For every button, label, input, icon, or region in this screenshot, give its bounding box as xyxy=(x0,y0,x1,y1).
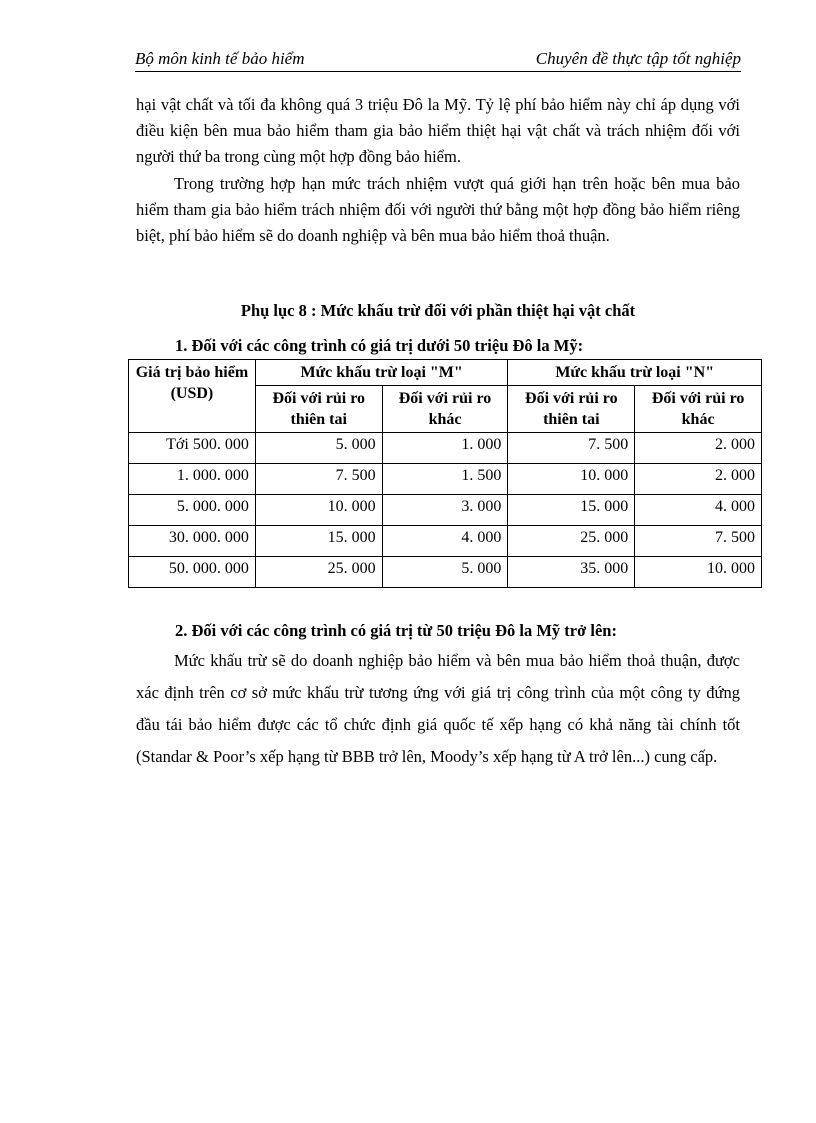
col-insured-value-header: Giá trị bảo hiểm (USD) xyxy=(129,360,256,433)
cell-m-other: 1. 500 xyxy=(382,464,508,495)
cell-m-other: 4. 000 xyxy=(382,526,508,557)
cell-m-other: 5. 000 xyxy=(382,557,508,588)
table-row xyxy=(129,557,762,588)
table-row xyxy=(129,526,762,557)
page-header xyxy=(135,49,741,72)
cell-m-other: 3. 000 xyxy=(382,495,508,526)
cell-n-natural: 7. 500 xyxy=(508,433,635,464)
col-group-n-header: Mức khấu trừ loại "N" xyxy=(508,360,762,386)
cell-n-other: 2. 000 xyxy=(635,433,762,464)
cell-insured-value: 30. 000. 000 xyxy=(129,526,256,557)
cell-m-natural: 10. 000 xyxy=(255,495,382,526)
cell-n-other: 10. 000 xyxy=(635,557,762,588)
cell-insured-value: Tới 500. 000 xyxy=(129,433,256,464)
cell-insured-value: 5. 000. 000 xyxy=(129,495,256,526)
cell-n-other: 4. 000 xyxy=(635,495,762,526)
cell-m-other: 1. 000 xyxy=(382,433,508,464)
paragraph-premium-rate: hại vật chất và tối đa không quá 3 triệu Đô la Mỹ. Tỷ lệ phí bảo hiểm này chỉ áp dụng với điều kiện bên mua bảo hiểm tham gia bảo hiểm thiệt hại vật chất và trách nhiệm đối với người thứ ba trong cùng một hợp đồng bảo hiểm. xyxy=(136,95,740,166)
cell-m-natural: 7. 500 xyxy=(255,464,382,495)
header-department: Bộ môn kinh tế bảo hiểm xyxy=(135,49,305,68)
col-group-m-header: Mức khấu trừ loại "M" xyxy=(255,360,508,386)
col-n-other-header: Đối với rủi ro khác xyxy=(635,386,762,433)
cell-n-natural: 35. 000 xyxy=(508,557,635,588)
cell-m-natural: 15. 000 xyxy=(255,526,382,557)
table-row xyxy=(129,464,762,495)
cell-n-other: 2. 000 xyxy=(635,464,762,495)
table-row xyxy=(129,495,762,526)
deductible-table xyxy=(128,359,762,588)
paragraph-liability-limit: Trong trường hợp hạn mức trách nhiệm vượt quá giới hạn trên hoặc bên mua bảo hiểm tham gia bảo hiểm trách nhiệm đối với người thứ bằng một hợp đồng bảo hiểm riêng biệt, phí bảo hiểm sẽ do doanh nghiệp và bên mua bảo hiểm thoả thuận. xyxy=(136,174,740,245)
cell-n-other: 7. 500 xyxy=(635,526,762,557)
cell-insured-value: 50. 000. 000 xyxy=(129,557,256,588)
cell-n-natural: 25. 000 xyxy=(508,526,635,557)
cell-m-natural: 25. 000 xyxy=(255,557,382,588)
col-n-natural-header: Đối với rủi ro thiên tai xyxy=(508,386,635,433)
table-row xyxy=(129,433,762,464)
paragraph-deductible-agreement: Mức khấu trừ sẽ do doanh nghiệp bảo hiểm và bên mua bảo hiểm thoả thuận, được xác định trên cơ sở mức khấu trừ tương ứng với giá trị công trình của một công ty đứng đầu tái bảo hiểm được các tổ chức định giá quốc tế xếp hạng có khả năng tài chính tốt (Standar & Poor’s xếp hạng từ BBB trở lên, Moody’s xếp hạng từ A trở lên...) cung cấp. xyxy=(136,651,740,766)
col-m-other-header: Đối với rủi ro khác xyxy=(382,386,508,433)
subheading-under-50m: 1. Đối với các công trình có giá trị dưới 50 triệu Đô la Mỹ: xyxy=(175,336,584,355)
cell-insured-value: 1. 000. 000 xyxy=(129,464,256,495)
col-m-natural-header: Đối với rủi ro thiên tai xyxy=(255,386,382,433)
subheading-over-50m: 2. Đối với các công trình có giá trị từ 50 triệu Đô la Mỹ trở lên: xyxy=(175,621,617,640)
header-report-title: Chuyên đề thực tập tốt nghiệp xyxy=(535,49,741,68)
cell-m-natural: 5. 000 xyxy=(255,433,382,464)
appendix-title: Phụ lục 8 : Mức khấu trừ đối với phần thiệt hại vật chất xyxy=(240,301,636,320)
cell-n-natural: 10. 000 xyxy=(508,464,635,495)
cell-n-natural: 15. 000 xyxy=(508,495,635,526)
table-header-row xyxy=(129,360,762,386)
